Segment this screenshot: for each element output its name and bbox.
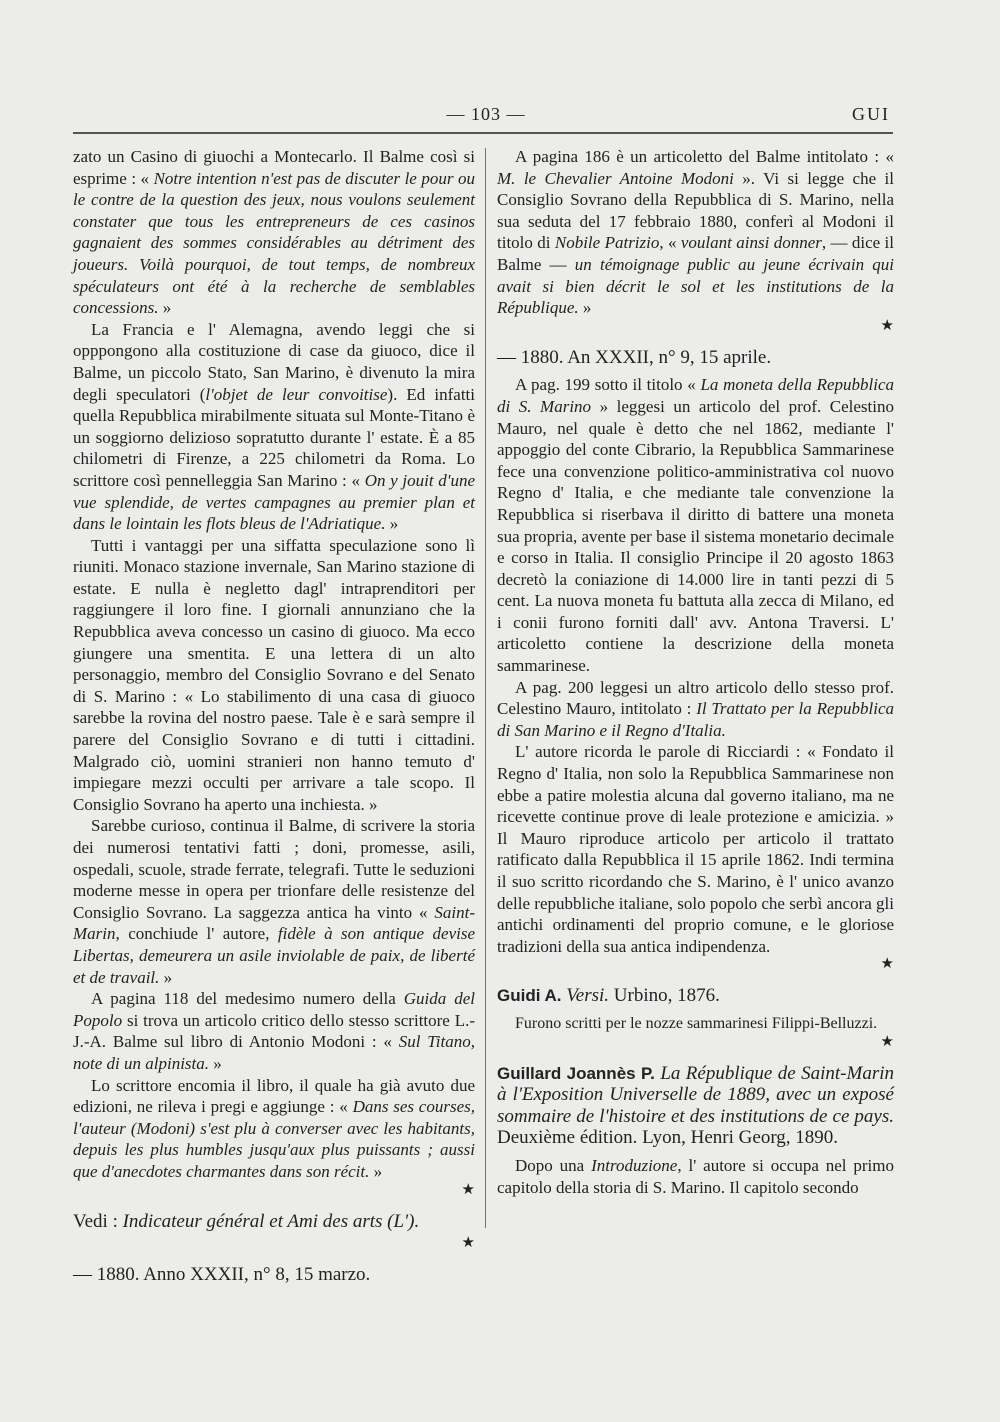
star-ornament: ★	[880, 317, 894, 334]
paragraph: A pagina 118 del medesimo numero della Guida del Popolo si trova un articolo critico dello stesso scrittore L.-J.-A. Balme sul libro di Antonio Modoni : « Sul Titano, note di un alpinista. »	[73, 989, 475, 1073]
section-code: GUI	[852, 104, 890, 124]
bibliography-entry-heading: Guidi A. Versi. Urbino, 1876.	[497, 985, 720, 1007]
paragraph: Furono scritti per le nozze sammarinesi Filippi-Belluzzi.	[515, 1014, 878, 1032]
paragraph: A pag. 199 sotto il titolo « La moneta della Repubblica di S. Marino » leggesi un articolo del prof. Celestino Mauro, nel quale è detto che nel 1862, mediante l' appoggio del conte Cibrario, la Repubblica Sammarinese fece una convenzione politico-amministrativa col nuovo Regno d' Italia, e che mediante tale convenzione la Repubblica si riserbava il diritto di battere una moneta sua propria, avente per base il sistema monetario decimale e corso in Italia. Il consiglio Principe il 20 agosto 1863 decretò la coniazione di 14.000 lire in tanti pezzi di 5 cent. La nuova moneta fu battuta alla zecca di Milano, ed i conii furono forniti dall' avv. Antona Traversi. L' articoletto contiene la descrizione della moneta sammarinese.	[497, 375, 894, 676]
header-rule	[73, 132, 893, 134]
paragraph: La Francia e l' Alemagna, avendo leggi che si opppongono alla costituzione di case da giuoco, dice il Balme, un piccolo Stato, San Marino, è divenuto la mira degli speculatori (l'objet de leur convoitise). Ed infatti quella Repubblica mirabilmente situata sul Monte-Titano è un soggiorno delizioso sopratutto durante l' estate. È a 85 chilometri di Firenze, a 225 chilometri da Roma. Lo scrittore così pennelleggia San Marino : « On y jouit d'une vue splendide, de vertes campagnes au premier plan et dans le lointain les flots bleus de l'Adriatique. »	[73, 319, 475, 534]
bibliography-entry-heading: Guillard Joannès P. La République de Saint-Marin à l'Exposition Universelle de 1889, avec un exposé sommaire de l'histoire et des institutions de ce pays. Deuxième édition. Lyon, Henri Georg, 1890.	[497, 1062, 895, 1149]
right-column	[497, 146, 894, 1198]
page-number: — 103 —	[446, 104, 526, 124]
running-head	[0, 104, 1000, 128]
paragraph: L' autore ricorda le parole di Ricciardi : « Fondato il Regno d' Italia, non solo la Repubblica Sammarinese non ebbe a patire molestia alcuna dal governo italiano, ma ne ricevette continue prove di leale protezione e amicizia. » Il Mauro riproduce articolo per articolo il trattato ratificato dalla Repubblica il 15 aprile 1862. Indi termina il suo scritto ricordando che S. Marino, è l' unico avanzo delle repubbliche italiane, solo popolo che serbì ancora gli antichi ordinamenti del proprio comune, e le gloriose tradizioni della sua antica indipendenza.	[497, 742, 895, 956]
column-divider	[485, 148, 486, 1228]
paragraph: Tutti i vantaggi per una siffatta speculazione sono lì riuniti. Monaco stazione invernale, San Marino stazione di estate. E nulla è negletto dagl' intraprenditori per raggiungere il loro fine. I giornali annunziano che la Repubblica aveva concesso un casino di giuoco. Ma ecco giungere una smentita. E una lettera di un alto personaggio, membro del Consiglio Sovrano e del Senato di S. Marino : « Lo stabilimento di una casa di giuoco sarebbe la rovina del nostro paese. Tale è e sarà sempre il parere del Consiglio Sovrano e di tutti i cittadini. Malgrado ciò, uomini stranieri non hanno temuto d' impiegare mezzi occulti per arrivare a tale scopo. Il Consiglio Sovrano ha aperto una inchiesta. »	[73, 535, 475, 814]
paragraph: A pagina 186 è un articoletto del Balme intitolato : « M. le Chevalier Antoine Modoni ». Vi si legge che il Consiglio Sovrano della Repubblica di S. Marino, nella sua seduta del 17 febbraio 1880, conferì al Modoni il titolo di Nobile Patrizio, « voulant ainsi donner, — dice il Balme — un témoignage public au jeune écrivain qui avait si bien décrit le sol et les institutions de la République. »	[497, 147, 894, 318]
star-ornament: ★	[880, 1033, 894, 1050]
paragraph: A pag. 200 leggesi un altro articolo dello stesso prof. Celestino Mauro, intitolato : Il Trattato per la Repubblica di San Marino e il Regno d'Italia.	[497, 677, 894, 740]
see-also-line: Vedi : Indicateur général et Ami des arts (L').	[73, 1210, 420, 1232]
star-ornament: ★	[461, 1181, 475, 1198]
paragraph: Sarebbe curioso, continua il Balme, di scrivere la storia dei numerosi tentativi fatti ; doni, promesse, asili, ospedali, scuole, strade ferrate, telegrafi. Tutte le seduzioni moderne messe in opera per trionfare delle resistenze del Consiglio Sovrano. La saggezza antica ha vinto « Saint-Marin, conchiude l' autore, fidèle à son antique devise Libertas, demeurera un asile inviolable de paix, de liberté et de travail. »	[73, 816, 475, 987]
star-ornament: ★	[461, 1235, 475, 1252]
left-column	[73, 146, 475, 1290]
star-ornament: ★	[880, 956, 894, 973]
issue-heading: — 1880. Anno XXXII, n° 8, 15 marzo.	[73, 1264, 371, 1286]
paragraph: zato un Casino di giuochi a Montecarlo. Il Balme così si esprime : « Notre intention n'est pas de discuter le pour ou le contre de la question des jeux, nous voulons seulement constater que tous les entrepreneurs de ces casinos gagnaient des sommes considérables au détriment des joueurs. Voilà pourquoi, de tout temps, de nombreux spéculateurs ont été à la recherche de semblables concessions. »	[73, 147, 475, 318]
paragraph: Lo scrittore encomia il libro, il quale ha già avuto due edizioni, ne rileva i pregi e aggiunge : « Dans ses courses, l'auteur (Modoni) s'est plu à converser avec les habitants, depuis les plus humbles jusqu'aux plus puissants ; aussi que d'anecdotes charmantes dans son récit. »	[73, 1075, 475, 1181]
issue-heading: — 1880. An XXXII, n° 9, 15 aprile.	[497, 346, 772, 368]
paragraph: Dopo una Introduzione, l' autore si occupa nel primo capitolo della storia di S. Marino. Il capitolo secondo	[497, 1155, 894, 1197]
